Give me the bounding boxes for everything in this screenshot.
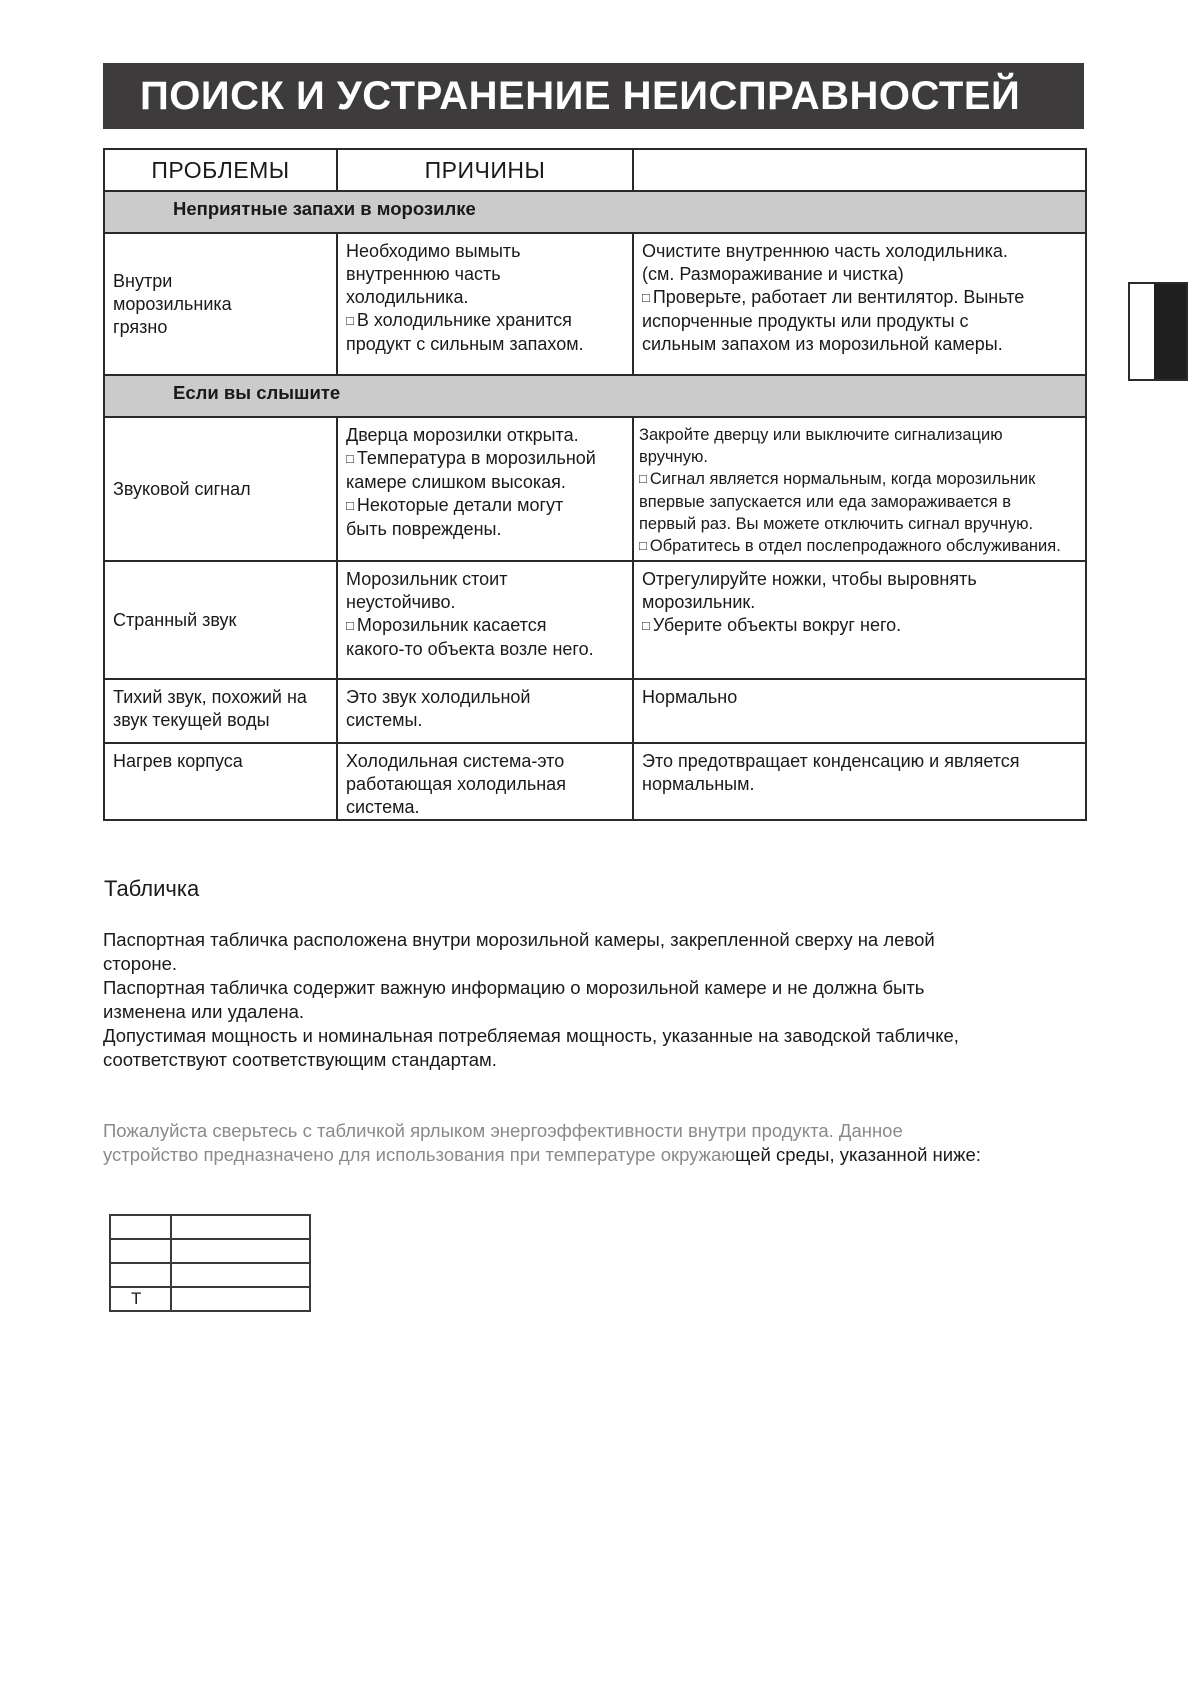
solution-text: Проверьте, работает ли вентилятор. Выньте: [652, 287, 1025, 307]
solution-line: [639, 468, 1077, 491]
checkbox-square-icon: □: [346, 451, 354, 466]
solution-line: [642, 263, 1077, 286]
table-cell: [110, 1215, 171, 1239]
table-cell: T: [110, 1287, 171, 1311]
checkbox-square-icon: □: [346, 313, 354, 328]
cause-line: [346, 240, 624, 263]
table-cell: [171, 1287, 310, 1311]
cause-text: продукт с сильным запахом.: [346, 334, 584, 354]
problem-line: Странный звук: [113, 609, 237, 630]
solution-line: [639, 535, 1077, 558]
solution-text: (см. Размораживание и чистка): [642, 264, 904, 284]
problem-cell: [104, 233, 337, 375]
troubleshooting-table: [103, 148, 1087, 821]
cause-text: холодильника.: [346, 287, 469, 307]
table-row: [104, 679, 1086, 743]
climate-class-table: [109, 1214, 311, 1312]
cause-text: Морозильник касается: [356, 615, 547, 635]
solution-text: Сигнал является нормальным, когда морозильник: [649, 470, 1036, 488]
problem-line: Тихий звук, похожий на: [113, 687, 307, 707]
cause-line: [346, 518, 624, 541]
problem-line: Звуковой сигнал: [113, 478, 251, 499]
solution-cell: [633, 743, 1086, 820]
section-header-row: [104, 375, 1086, 417]
table-cell: [171, 1239, 310, 1263]
table-row: [110, 1287, 310, 1311]
cause-text: Некоторые детали могут: [356, 495, 564, 515]
problem-cell: [104, 679, 337, 743]
solution-text: сильным запахом из морозильной камеры.: [642, 334, 1003, 354]
cause-line: [346, 796, 624, 819]
column-header-solutions: [633, 149, 1086, 191]
solution-text: Закройте дверцу или выключите сигнализацию: [639, 426, 1003, 444]
cause-text: В холодильнике хранится: [356, 310, 572, 330]
solution-text: Это предотвращает конденсацию и является: [642, 751, 1020, 771]
nameplate-line: изменена или удалена.: [103, 1001, 305, 1022]
cause-line: [346, 471, 624, 494]
cause-line: [346, 614, 624, 638]
nameplate-line: стороне.: [103, 953, 178, 974]
problem-line: грязно: [113, 316, 168, 337]
solution-text: впервые запускается или еда замораживается в: [639, 493, 1011, 511]
table-header-row: [104, 149, 1086, 191]
solution-cell: [633, 233, 1086, 375]
column-header-problems: ПРОБЛЕМЫ: [104, 149, 337, 191]
table-cell: [171, 1215, 310, 1239]
cause-text: неустойчиво.: [346, 592, 456, 612]
cause-text: камере слишком высокая.: [346, 472, 566, 492]
nameplate-line: Допустимая мощность и номинальная потребляемая мощность, указанные на заводской табличке,: [103, 1025, 959, 1046]
table-row: [104, 561, 1086, 679]
note-text-dark: щей среды, указанной ниже:: [735, 1144, 981, 1165]
table-row: [110, 1239, 310, 1263]
solution-line: [642, 686, 1077, 709]
table-row: [104, 417, 1086, 561]
page-title: ПОИСК И УСТРАНЕНИЕ НЕИСПРАВНОСТЕЙ: [103, 63, 1084, 129]
problem-line: Внутри: [113, 270, 173, 291]
cause-line: [346, 447, 624, 471]
cause-cell: [337, 417, 633, 561]
solution-line: [642, 568, 1077, 591]
problem-cell: [104, 561, 337, 679]
solution-text: вручную.: [639, 448, 708, 466]
solution-line: [642, 750, 1077, 773]
checkbox-square-icon: □: [346, 498, 354, 513]
table-row: [110, 1263, 310, 1287]
section-title: Неприятные запахи в морозилке: [104, 191, 1086, 233]
solution-text: Нормально: [642, 687, 738, 707]
cause-text: Температура в морозильной: [356, 448, 596, 468]
nameplate-heading: Табличка: [104, 876, 200, 901]
solution-line: [642, 240, 1077, 263]
problem-line: морозильника: [113, 293, 232, 314]
solution-text: нормальным.: [642, 774, 755, 794]
cause-text: Это звук холодильной: [346, 687, 531, 707]
cause-line: [346, 591, 624, 614]
cause-line: [346, 709, 624, 732]
nameplate-paragraph: [103, 928, 1063, 1072]
table-row: [110, 1215, 310, 1239]
solution-line: [639, 491, 1077, 513]
table-row: [104, 233, 1086, 375]
cause-line: [346, 773, 624, 796]
cause-line: [346, 494, 624, 518]
checkbox-square-icon: □: [346, 618, 354, 633]
problem-line: звук текущей воды: [113, 710, 270, 730]
cause-text: система.: [346, 797, 420, 817]
cause-text: Морозильник стоит: [346, 569, 508, 589]
table-cell: [171, 1263, 310, 1287]
solution-text: испорченные продукты или продукты с: [642, 311, 969, 331]
solution-text: Обратитесь в отдел послепродажного обслуживания.: [649, 537, 1061, 555]
solution-cell: [633, 417, 1086, 561]
solution-line: [642, 773, 1077, 796]
cause-line: [346, 424, 624, 447]
solution-cell: [633, 679, 1086, 743]
section-header-row: [104, 191, 1086, 233]
nameplate-line: Паспортная табличка расположена внутри морозильной камеры, закрепленной сверху на левой: [103, 929, 935, 950]
column-header-causes: ПРИЧИНЫ: [337, 149, 633, 191]
problem-cell: [104, 417, 337, 561]
cause-line: [346, 286, 624, 309]
cause-line: [346, 333, 624, 356]
note-line: Пожалуйста сверьтесь с табличкой ярлыком энергоэффективности внутри продукта. Данное: [103, 1120, 903, 1141]
solution-line: [642, 614, 1077, 638]
solution-text: первый раз. Вы можете отключить сигнал вручную.: [639, 515, 1034, 533]
nameplate-line: соответствуют соответствующим стандартам.: [103, 1049, 497, 1070]
solution-text: Отрегулируйте ножки, чтобы выровнять: [642, 569, 977, 589]
side-tab-fill: [1154, 284, 1186, 379]
cause-text: системы.: [346, 710, 423, 730]
cause-line: [346, 263, 624, 286]
nameplate-line: Паспортная табличка содержит важную информацию о морозильной камере и не должна быть: [103, 977, 925, 998]
note-text-light: устройство предназначено для использования при температуре окружаю: [103, 1144, 736, 1165]
section-title: Если вы слышите: [104, 375, 1086, 417]
solution-line: [639, 513, 1077, 535]
cause-line: [346, 686, 624, 709]
cause-line: [346, 568, 624, 591]
side-tab-marker: [1128, 282, 1188, 381]
checkbox-square-icon: □: [642, 618, 650, 633]
solution-line: [642, 591, 1077, 614]
problem-line: Нагрев корпуса: [113, 751, 243, 771]
cause-text: Дверца морозилки открыта.: [346, 425, 579, 445]
energy-label-note: [103, 1119, 1093, 1167]
solution-line: [642, 310, 1077, 333]
cause-cell: [337, 233, 633, 375]
cause-text: какого-то объекта возле него.: [346, 639, 594, 659]
cause-text: Необходимо вымыть: [346, 241, 521, 261]
solution-text: Уберите объекты вокруг него.: [652, 615, 902, 635]
cause-line: [346, 750, 624, 773]
solution-line: [642, 333, 1077, 356]
cause-line: [346, 638, 624, 661]
table-cell: [110, 1239, 171, 1263]
cause-text: внутреннюю часть: [346, 264, 501, 284]
cause-cell: [337, 743, 633, 820]
problem-cell: [104, 743, 337, 820]
solution-line: [639, 424, 1077, 446]
cause-cell: [337, 561, 633, 679]
solution-text: Очистите внутреннюю часть холодильника.: [642, 241, 1008, 261]
table-row: [104, 743, 1086, 820]
solution-cell: [633, 561, 1086, 679]
solution-line: [642, 286, 1077, 310]
note-line: [103, 1143, 1093, 1167]
table-cell: [110, 1263, 171, 1287]
cause-text: работающая холодильная: [346, 774, 566, 794]
checkbox-square-icon: □: [642, 290, 650, 305]
solution-line: [639, 446, 1077, 468]
solution-text: морозильник.: [642, 592, 756, 612]
cause-line: [346, 309, 624, 333]
cause-cell: [337, 679, 633, 743]
cause-text: быть повреждены.: [346, 519, 502, 539]
cause-text: Холодильная система-это: [346, 751, 565, 771]
checkbox-square-icon: □: [639, 538, 647, 553]
checkbox-square-icon: □: [639, 471, 647, 486]
